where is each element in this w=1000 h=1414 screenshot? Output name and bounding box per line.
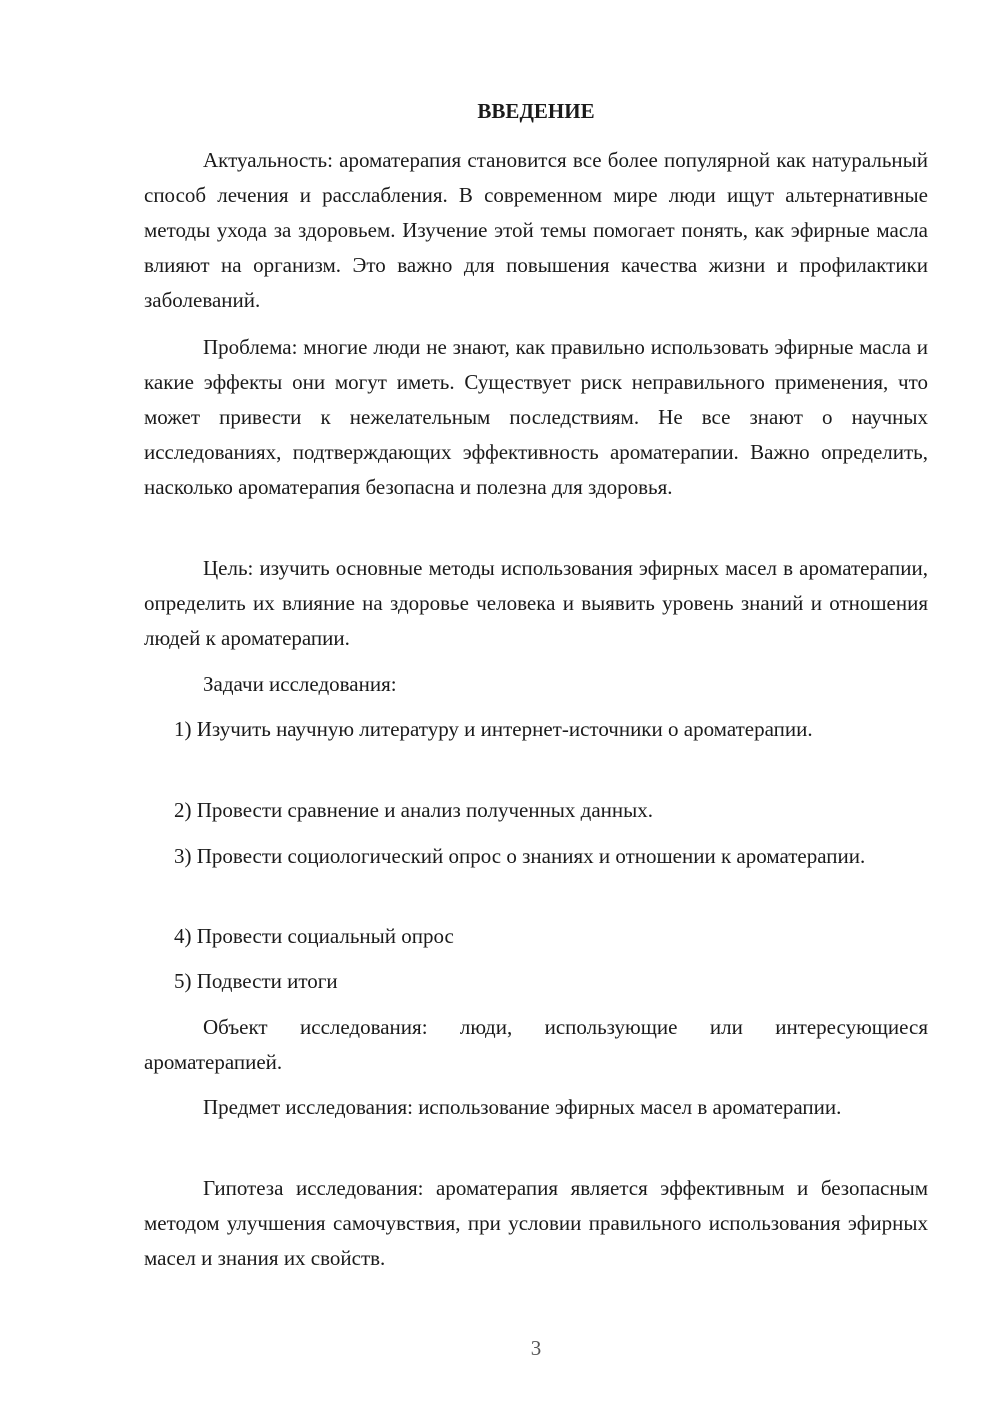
page-title: ВВЕДЕНИЕ bbox=[477, 99, 595, 123]
paragraph-relevance: Актуальность: ароматерапия становится все более популярной как натуральный способ лечения и расслабления. В современном мире люди ищут альтернативные методы ухода за здоровьем. Изучение этой темы помогает понять, как эфирные масла влияют на организм. Это важно для повышения качества жизни и профилактики заболеваний. bbox=[144, 148, 928, 312]
paragraph-tasks-heading: Задачи исследования: bbox=[203, 672, 397, 696]
paragraph-object: Объект исследования: люди, использующие или интересующиеся ароматерапией. bbox=[144, 1015, 928, 1074]
paragraph-subject: Предмет исследования: использование эфирных масел в ароматерапии. bbox=[203, 1095, 842, 1119]
paragraph-goal: Цель: изучить основные методы использования эфирных масел в ароматерапии, определить их влияние на здоровье человека и выявить уровень знаний и отношения людей к ароматерапии. bbox=[144, 556, 928, 650]
list-item: 2) Провести сравнение и анализ полученных данных. bbox=[174, 798, 654, 822]
paragraph-problem: Проблема: многие люди не знают, как правильно использовать эфирные масла и какие эффекты они могут иметь. Существует риск неправильного применения, что может привести к нежелательным последствиям. Не все знают о научных исследованиях, подтверждающих эффективность ароматерапии. Важно определить, насколько ароматерапия безопасна и полезна для здоровья. bbox=[144, 335, 928, 499]
page-number: 3 bbox=[530, 1336, 542, 1360]
paragraph-hypothesis: Гипотеза исследования: ароматерапия является эффективным и безопасным методом улучшения самочувствия, при условии правильного использования эфирных масел и знания их свойств. bbox=[144, 1176, 928, 1270]
list-item: 5) Подвести итоги bbox=[174, 969, 338, 993]
list-item: 1) Изучить научную литературу и интернет-источники о ароматерапии. bbox=[174, 717, 813, 741]
list-item: 3) Провести социологический опрос о знаниях и отношении к ароматерапии. bbox=[174, 844, 866, 868]
list-item: 4) Провести социальный опрос bbox=[174, 924, 454, 948]
